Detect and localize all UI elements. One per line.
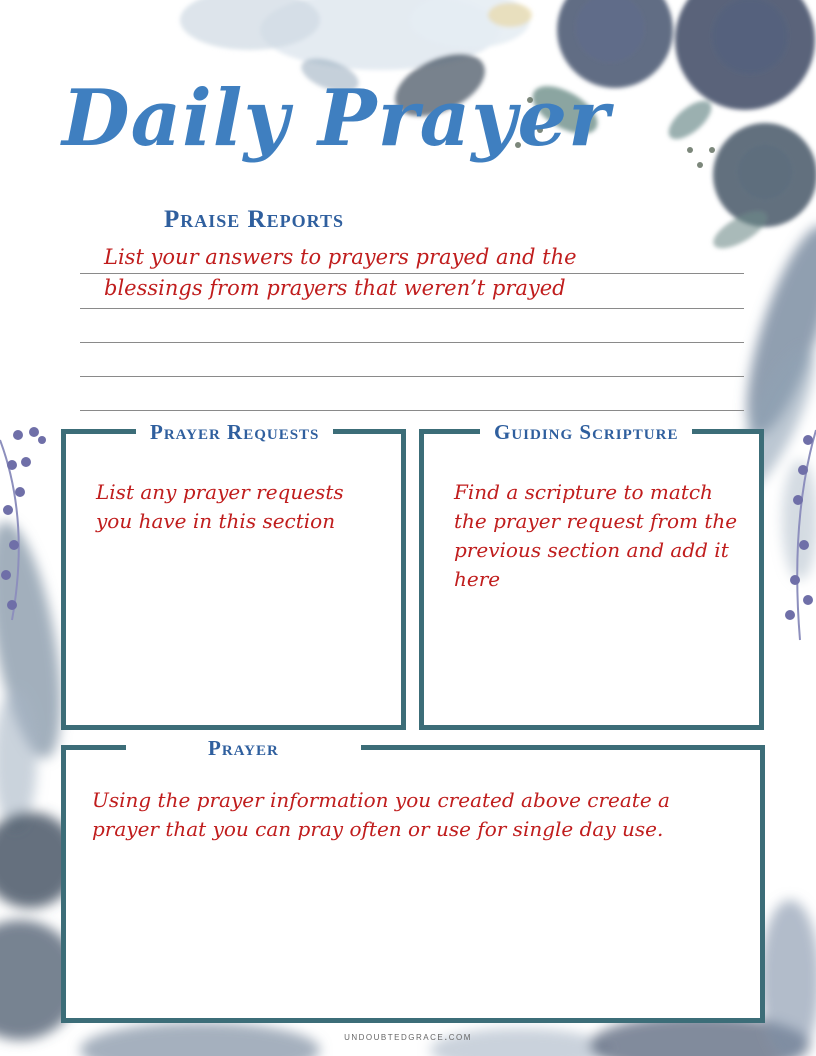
praise-instruction-line-1: List your answers to prayers prayed and the bbox=[104, 245, 577, 269]
praise-reports-heading: Praise Reports bbox=[164, 206, 344, 233]
guiding-scripture-instruction: Find a scripture to match the prayer request from the previous section and add it here bbox=[454, 480, 738, 591]
prayer-heading: Prayer bbox=[126, 734, 361, 762]
writing-line bbox=[80, 376, 744, 377]
guiding-scripture-heading: Guiding Scripture bbox=[480, 418, 692, 446]
guiding-scripture-box bbox=[419, 420, 764, 730]
writing-line bbox=[80, 308, 744, 309]
prayer-requests-instruction: List any prayer requests you have in this section bbox=[96, 480, 344, 533]
writing-line bbox=[80, 410, 744, 411]
website-footer: undoubtedgrace.com bbox=[344, 1031, 472, 1043]
praise-instruction-line-2: blessings from prayers that weren’t prayed bbox=[104, 276, 566, 300]
prayer-requests-heading: Prayer Requests bbox=[136, 418, 333, 446]
page-title: Daily Prayer bbox=[62, 73, 611, 164]
writing-line bbox=[80, 342, 744, 343]
prayer-requests-box bbox=[61, 420, 406, 730]
praise-reports-instruction bbox=[104, 242, 744, 304]
prayer-box bbox=[61, 736, 765, 1023]
prayer-instruction: Using the prayer information you created above create a prayer that you can pray often or use for single day use. bbox=[92, 788, 670, 841]
